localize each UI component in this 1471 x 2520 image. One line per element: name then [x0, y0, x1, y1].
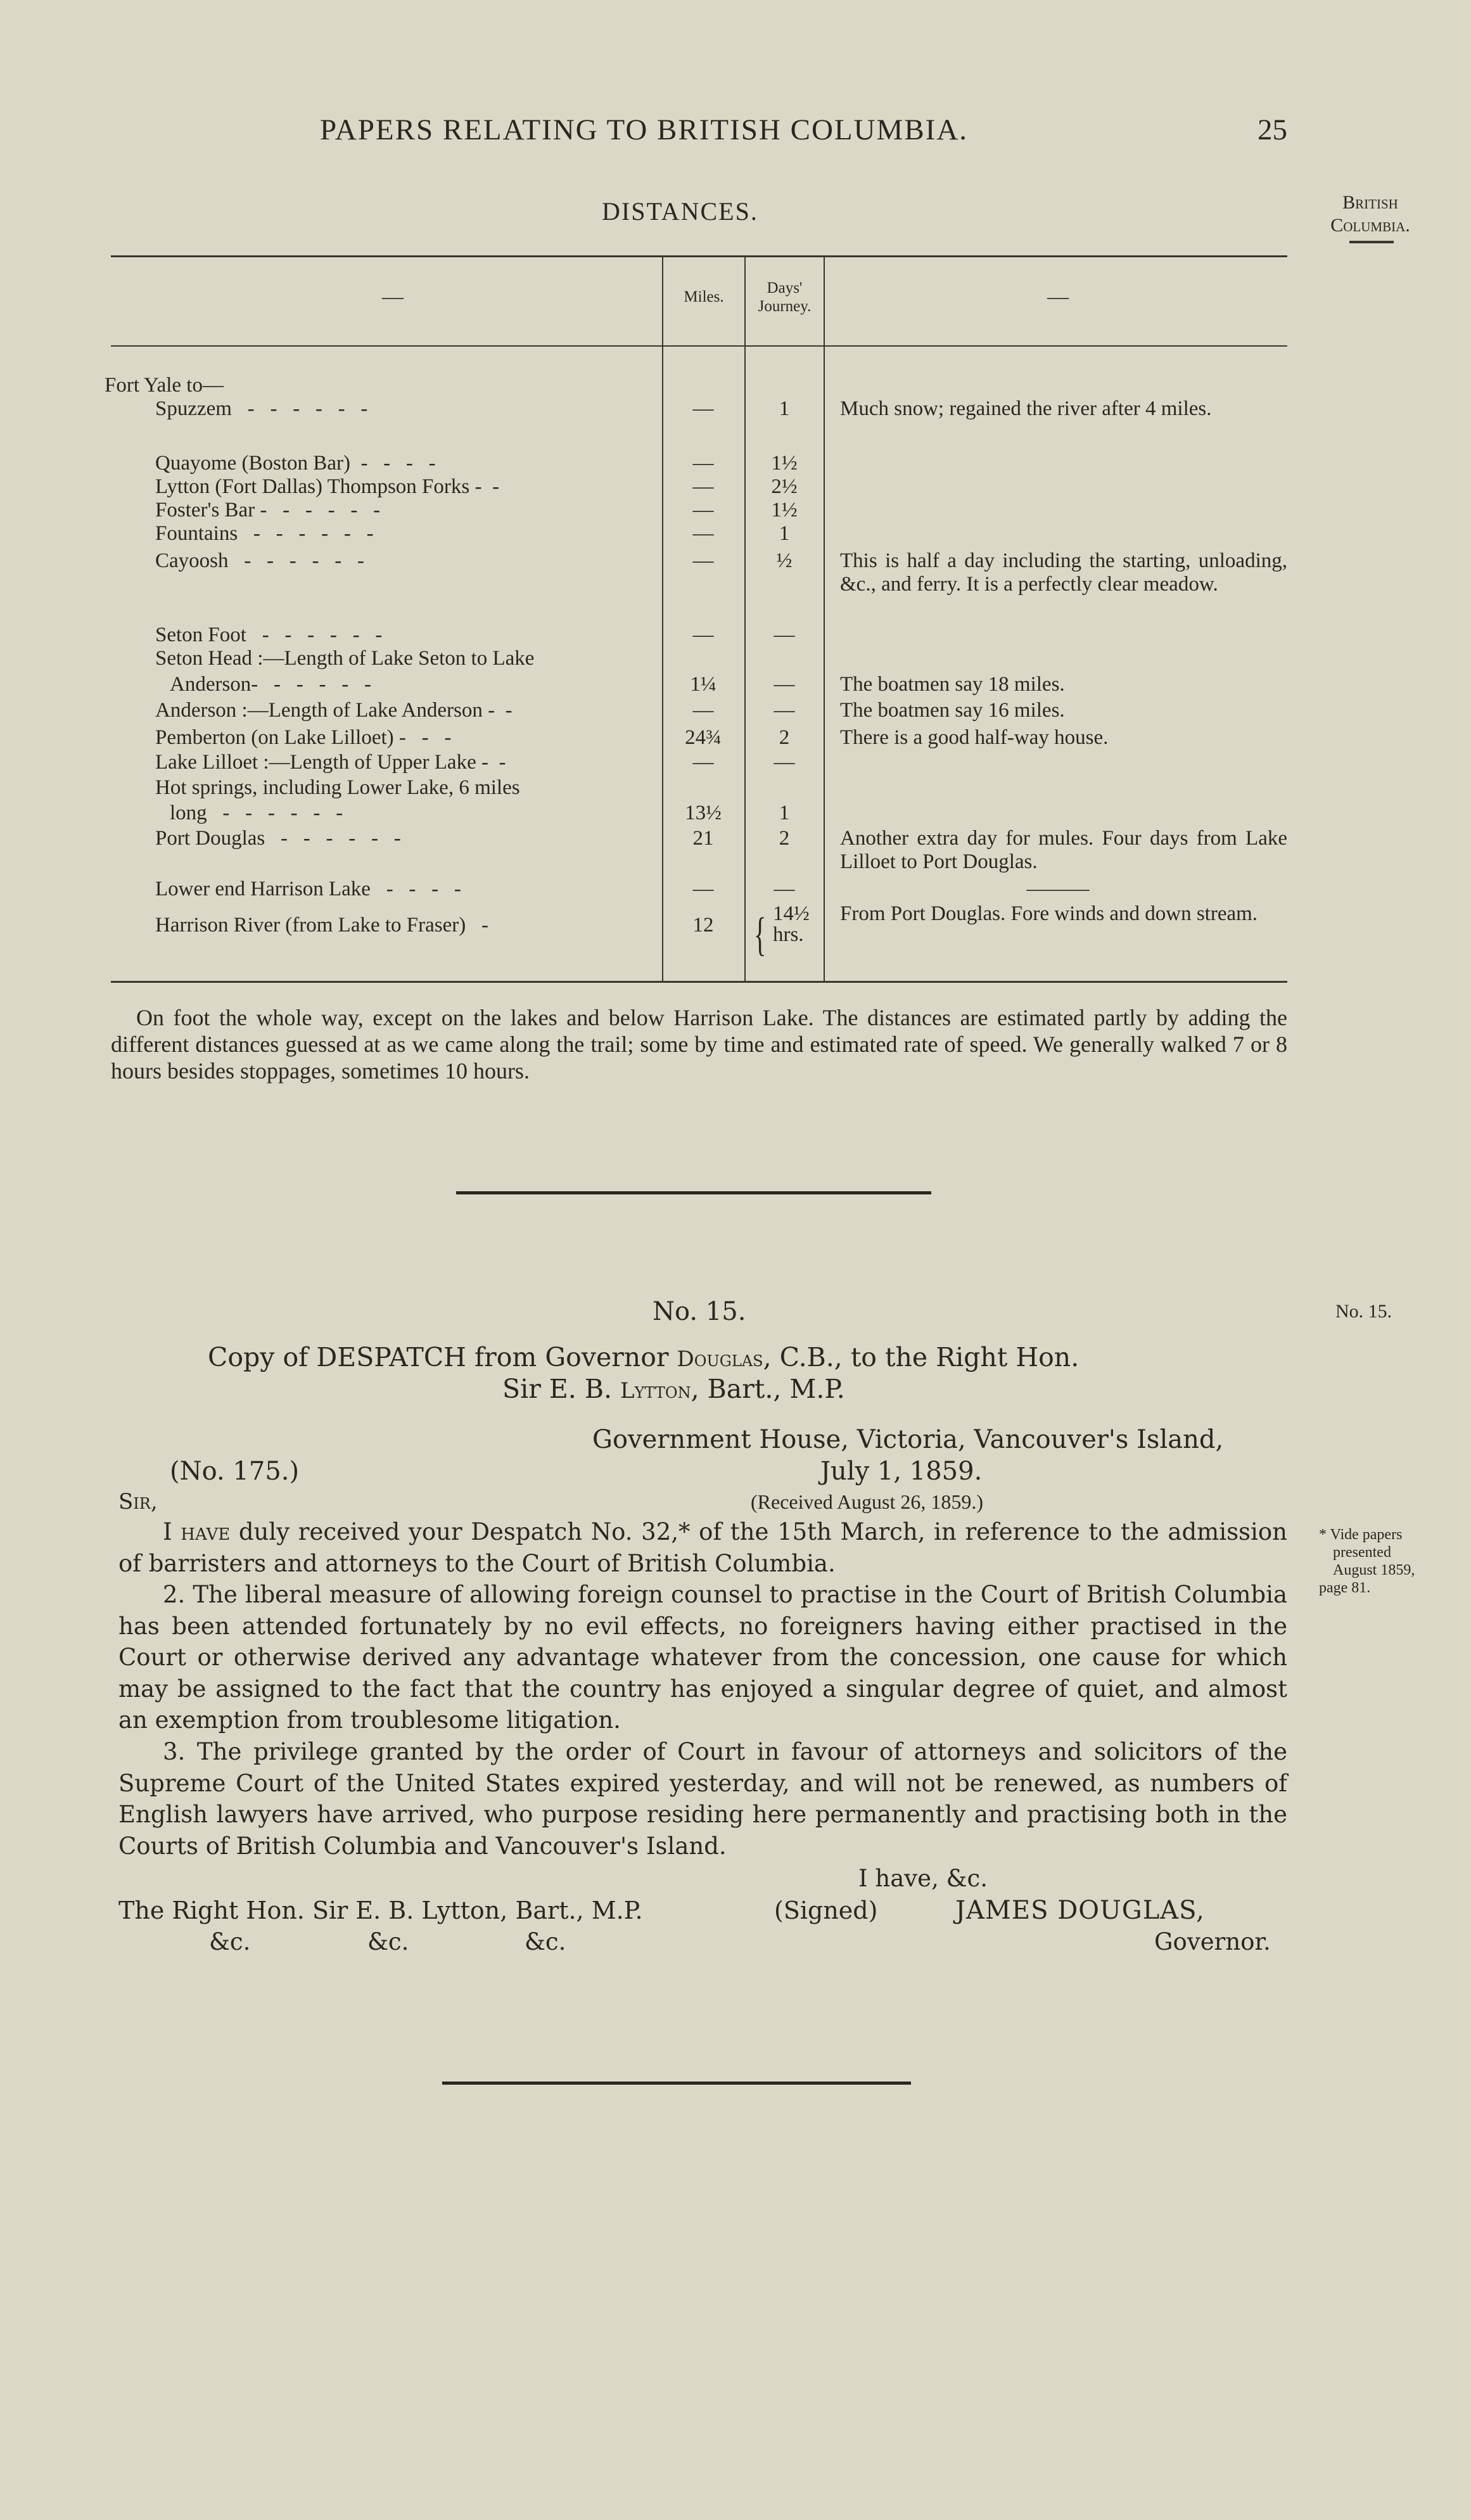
despatch-number: No. 15.	[653, 1297, 746, 1326]
row-place: Lower end Harrison Lake - - - -	[155, 878, 461, 900]
row-place: Port Douglas - - - - - -	[155, 827, 401, 850]
row-place: Spuzzem - - - - - -	[155, 397, 368, 420]
despatch-paragraph-1	[118, 1516, 1287, 1579]
row-days: ½	[776, 549, 793, 572]
row-miles: —	[692, 699, 714, 722]
row-place: Cayoosh - - - - - -	[155, 549, 364, 572]
despatch-signer-title: Governor.	[1154, 1928, 1271, 1955]
despatch-paragraph-3: 3. The privilege granted by the order of Court in favour of attorneys and solicitors of the Supreme Court of the United States expired yesterday, and will not be renewed, as numbers of English lawyers have arrived, who purpose residing here permanently and practising both in the Courts of British Columbia and Vancouver's Island.	[118, 1738, 1287, 1860]
row-days: 1	[779, 397, 790, 420]
row-place: Seton Head :—Length of Lake Seton to Lake	[155, 647, 535, 670]
row-miles: —	[692, 624, 714, 646]
row-days: 2½	[771, 475, 798, 498]
table-top-rule	[111, 255, 1287, 257]
despatch-signed: (Signed)	[774, 1896, 878, 1924]
margin-note-line: Columbia.	[1330, 215, 1410, 236]
brace-icon: {	[753, 909, 767, 961]
row-remarks: Another extra day for mules. Four days from Lake Lilloet to Port Douglas.	[840, 827, 1287, 873]
row-days: 1	[779, 802, 790, 824]
running-head	[0, 113, 1471, 157]
despatch-addressee: The Right Hon. Sir E. B. Lytton, Bart., M.P.	[118, 1896, 643, 1924]
row-place: Anderson :—Length of Lake Anderson - -	[155, 699, 513, 722]
row-days: —	[774, 878, 795, 900]
row-remarks: Much snow; regained the river after 4 miles.	[840, 397, 1212, 420]
despatch-etc-3: &c.	[525, 1928, 566, 1955]
row-place: Lytton (Fort Dallas) Thompson Forks - -	[155, 475, 499, 498]
column-divider	[662, 257, 663, 981]
margin-note-rule	[1349, 241, 1394, 243]
page-number: 25	[1258, 113, 1287, 146]
row-days: —	[774, 751, 795, 774]
row-remarks: This is half a day including the starting, unloading, &c., and ferry. It is a perfectly clear meadow.	[840, 549, 1287, 596]
despatch-closing: I have, &c.	[858, 1865, 988, 1892]
row-remarks: The boatmen say 16 miles.	[840, 699, 1065, 722]
row-days: —	[774, 673, 795, 696]
row-place: Quayome (Boston Bar) - - - -	[155, 452, 436, 475]
footnote-line: * Vide papers	[1319, 1526, 1403, 1543]
row-place: Foster's Bar - - - - - -	[155, 499, 381, 521]
row-place: Pemberton (on Lake Lilloet) - - -	[155, 726, 452, 749]
row-miles: —	[692, 878, 714, 900]
row-remarks: There is a good half-way house.	[840, 726, 1109, 749]
row-place: Harrison River (from Lake to Fraser) -	[155, 914, 488, 937]
margin-note-line: British	[1342, 192, 1398, 213]
despatch-etc-2: &c.	[367, 1928, 409, 1955]
row-miles: 24¾	[685, 726, 722, 749]
footnote-line: page 81.	[1319, 1580, 1371, 1596]
table-note: On foot the whole way, except on the lakes and below Harrison Lake. The distances are estimated partly by adding the different distances guessed at as we came along the trail; some by time and estimated rate of speed. We generally walked 7 or 8 hours besides stoppages, sometimes 10 hours.	[111, 1005, 1287, 1084]
row-miles: —	[692, 751, 714, 774]
row-place: Hot springs, including Lower Lake, 6 miles	[155, 776, 520, 799]
row-miles: 13½	[685, 802, 722, 824]
header-place: —	[382, 285, 404, 309]
row-miles: —	[692, 397, 714, 420]
row-miles: —	[692, 522, 714, 545]
row-days: —	[774, 624, 795, 646]
heading-name-lytton: Lytton	[620, 1378, 691, 1404]
row-miles: 21	[692, 827, 714, 850]
section-divider	[442, 2082, 911, 2085]
header-remarks: —	[1047, 285, 1069, 309]
row-place: Seton Foot - - - - - -	[155, 624, 383, 646]
row-miles: —	[692, 499, 714, 521]
row-days: 1½	[771, 452, 798, 475]
section-title-text: Fort Yale to—	[105, 374, 224, 397]
row-days: —	[774, 699, 795, 722]
row-days: 2	[779, 827, 790, 850]
running-title: PAPERS RELATING TO BRITISH COLUMBIA.	[320, 113, 969, 146]
row-remarks: The boatmen say 18 miles.	[840, 673, 1065, 696]
paragraph-lead: I have	[163, 1518, 231, 1545]
margin-note-british-columbia	[1323, 191, 1418, 237]
heading-text: Copy of DESPATCH from Governor	[208, 1342, 669, 1372]
table-bottom-rule	[111, 981, 1287, 983]
row-place: long - - - - - -	[170, 802, 343, 824]
margin-note-footnote	[1319, 1526, 1415, 1597]
heading-text: Sir E. B.	[502, 1374, 612, 1404]
despatch-received: (Received August 26, 1859.)	[751, 1490, 984, 1513]
row-miles: 1¼	[690, 673, 716, 696]
despatch-heading-line2	[502, 1373, 845, 1407]
row-miles: —	[692, 475, 714, 498]
row-miles: —	[692, 549, 714, 572]
row-place: Anderson- - - - - -	[170, 673, 371, 696]
section-divider	[456, 1191, 931, 1194]
despatch-paragraph-2: 2. The liberal measure of allowing foreign counsel to practise in the Court of British Columbia has been attended fortunately by no evil effects, no foreigners having either practised in the Court or otherwise derived any advantage whatever from the concession, one cause for which may be assigned to the fact that the country has enjoyed a singular degree of quiet, and almost an exemption from troublesome litigation.	[118, 1581, 1287, 1734]
footnote-line: August 1859,	[1333, 1562, 1415, 1578]
table-header-rule	[111, 345, 1287, 347]
header-miles: Miles.	[684, 288, 724, 305]
despatch-date: July 1, 1859.	[820, 1457, 983, 1486]
row-miles: 12	[692, 914, 714, 937]
header-days	[746, 279, 824, 316]
row-remarks: From Port Douglas. Fore winds and down stream.	[840, 902, 1258, 925]
salutation-text: Sir,	[118, 1489, 158, 1514]
row-miles: —	[692, 452, 714, 475]
row-place: Fountains - - - - - -	[155, 522, 374, 545]
row-days-text: 14½ hrs.	[773, 902, 815, 946]
row-days: 1½	[771, 499, 798, 521]
footnote-line: presented	[1333, 1544, 1391, 1561]
header-days-line: Days'	[767, 279, 803, 297]
despatch-etc-1: &c.	[209, 1928, 251, 1955]
despatch-heading-line1	[208, 1341, 1079, 1375]
paragraph-text: duly received your Despatch No. 32,* of the 15th March, in reference to the admission of barristers and attorneys to the Court of British Columbia.	[118, 1518, 1287, 1577]
column-divider	[824, 257, 825, 981]
heading-name-douglas: Douglas	[677, 1346, 763, 1372]
row-remarks: ———	[1026, 878, 1090, 900]
column-divider	[744, 257, 746, 981]
despatch-salutation	[118, 1486, 158, 1518]
margin-note-despatch-number: No. 15.	[1335, 1301, 1392, 1322]
heading-text: , C.B., to the Right Hon.	[763, 1342, 1079, 1372]
row-days: 2	[779, 726, 790, 749]
despatch-address: Government House, Victoria, Vancouver's Island,	[592, 1425, 1224, 1454]
heading-text: , Bart., M.P.	[691, 1374, 845, 1404]
despatch-signature: JAMES DOUGLAS,	[955, 1896, 1205, 1925]
despatch-ref-no: (No. 175.)	[170, 1457, 300, 1486]
row-days: 1	[779, 522, 790, 545]
row-place: Lake Lilloet :—Length of Upper Lake - -	[155, 751, 506, 774]
header-days-line: Journey.	[758, 298, 812, 315]
table-title: DISTANCES.	[602, 197, 758, 226]
